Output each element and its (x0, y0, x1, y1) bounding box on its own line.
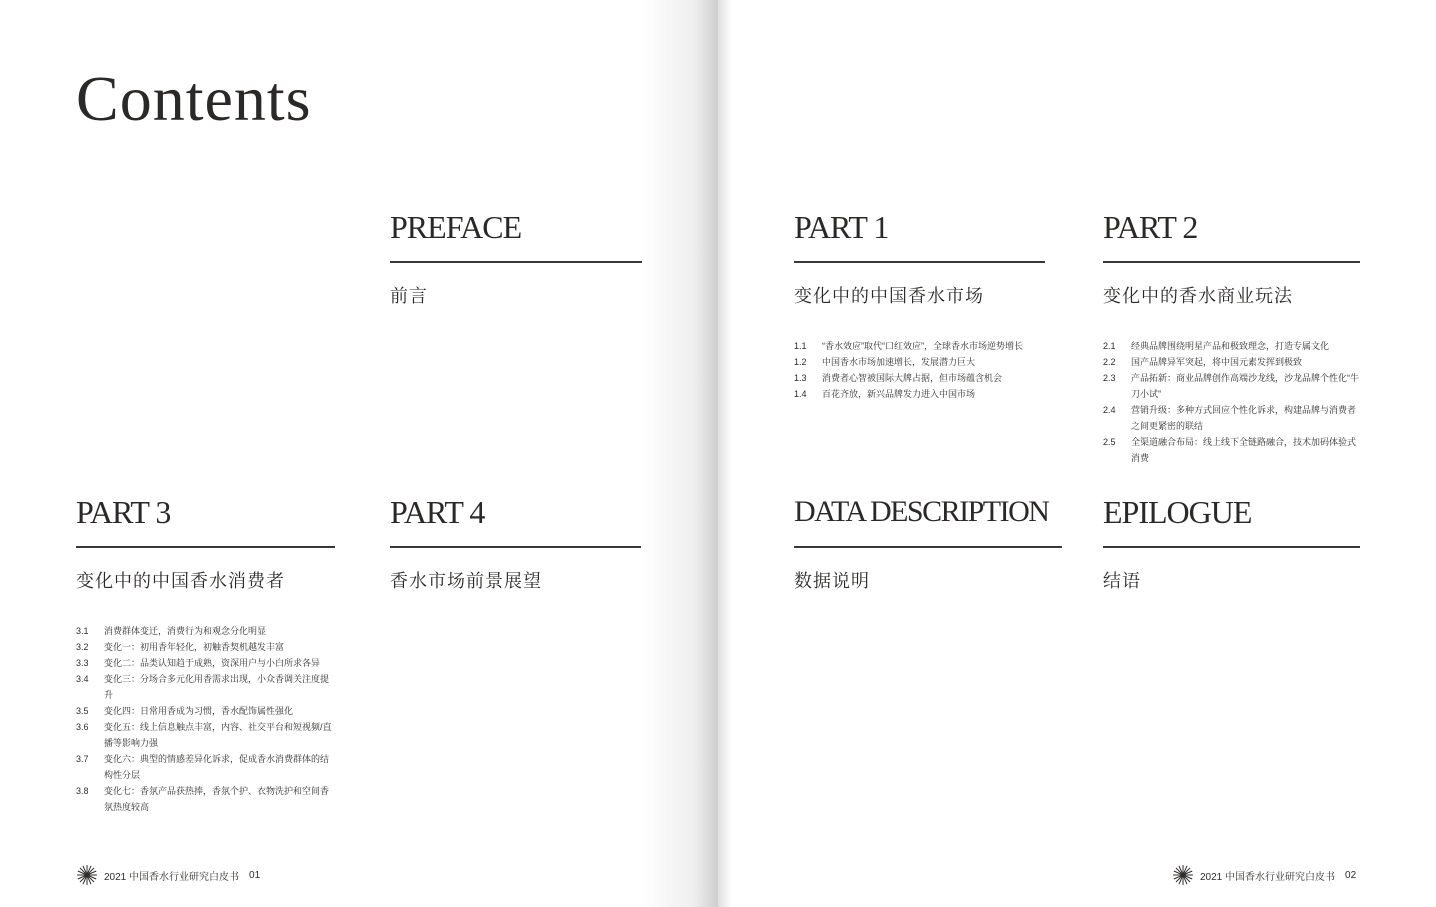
toc-item[interactable]: 3.3 变化二：品类认知趋于成熟，资深用户与小白所求各异 (76, 658, 321, 668)
toc-item[interactable]: 3.5 变化四：日常用香成为习惯，香水配饰属性强化 (76, 706, 294, 716)
toc-item[interactable]: 3.6 变化五：线上信息触点丰富，内容、社交平台和短视频/直播等影响力强 (76, 722, 332, 748)
toc-item[interactable]: 1.4 百花齐放，新兴品牌发力进入中国市场 (794, 389, 976, 399)
page-number: 01 (249, 869, 261, 881)
divider (794, 261, 1045, 263)
toc-list (1103, 338, 1360, 466)
footer-right (1172, 864, 1356, 886)
right-page (718, 0, 1436, 907)
toc-item[interactable]: 3.8 变化七：香氛产品获热捧，香氛个护、衣物洗护和空间香氛热度较高 (76, 786, 330, 812)
toc-item[interactable]: 2.1 经典品牌围绕明星产品和极致理念，打造专属文化 (1103, 341, 1330, 351)
section-title: DATA DESCRIPTION (794, 495, 1049, 528)
divider (794, 546, 1062, 548)
starburst-icon (76, 864, 98, 886)
section-subtitle: 变化中的香水商业玩法 (1103, 286, 1293, 306)
toc-item[interactable]: 2.2 国产品牌异军突起，将中国元素发挥到极致 (1103, 357, 1303, 367)
divider (76, 546, 335, 548)
section-part1[interactable] (794, 209, 1045, 402)
toc-item[interactable]: 1.2 中国香水市场加速增长，发展潜力巨大 (794, 357, 976, 367)
divider (390, 261, 642, 263)
section-subtitle: 结语 (1103, 571, 1141, 591)
toc-item[interactable]: 3.2 变化一：初用香年轻化，初触香契机越发丰富 (76, 642, 285, 652)
section-subtitle: 前言 (390, 286, 428, 306)
section-part3[interactable] (76, 494, 335, 815)
section-subtitle: 香水市场前景展望 (390, 571, 542, 591)
section-subtitle: 变化中的中国香水消费者 (76, 571, 285, 591)
toc-item[interactable]: 2.5 全渠道融合布局：线上线下全链路融合，技术加码体验式消费 (1103, 437, 1357, 463)
divider (390, 546, 641, 548)
section-epilogue[interactable] (1103, 494, 1360, 593)
starburst-icon (1172, 864, 1194, 886)
footer-left (76, 864, 260, 886)
divider (1103, 261, 1360, 263)
footer-title: 2021 中国香水行业研究白皮书 (104, 871, 240, 883)
toc-item[interactable]: 3.7 变化六：典型的情感差异化诉求，促成香水消费群体的结构性分层 (76, 754, 330, 780)
toc-list (76, 623, 335, 815)
section-title: PART 2 (1103, 209, 1198, 245)
section-subtitle: 数据说明 (794, 571, 870, 591)
page-number: 02 (1345, 869, 1357, 881)
toc-item[interactable]: 1.1 “香水效应”取代“口红效应”，全球香水市场逆势增长 (794, 341, 1023, 351)
section-part2[interactable] (1103, 209, 1360, 466)
footer-title: 2021 中国香水行业研究白皮书 (1200, 871, 1336, 883)
toc-item[interactable]: 1.3 消费者心智被国际大牌占据，但市场蕴含机会 (794, 373, 1003, 383)
toc-item[interactable]: 3.4 变化三：分场合多元化用香需求出现，小众香调关注度提升 (76, 674, 330, 700)
contents-title: Contents (76, 63, 312, 134)
section-subtitle: 变化中的中国香水市场 (794, 286, 984, 306)
divider (1103, 546, 1360, 548)
section-title: EPILOGUE (1103, 494, 1252, 530)
section-title: PREFACE (390, 209, 522, 245)
section-data-description[interactable] (794, 494, 1062, 593)
section-title: PART 4 (390, 494, 485, 530)
toc-list (794, 338, 1045, 402)
gutter-shadow-right (718, 0, 732, 907)
section-title: PART 3 (76, 494, 171, 530)
gutter-shadow (640, 0, 718, 907)
toc-item[interactable]: 2.3 产品拓新：商业品牌创作高端沙龙线，沙龙品牌个性化“牛刀小试” (1103, 373, 1359, 399)
toc-item[interactable]: 2.4 营销升级：多种方式回应个性化诉求，构建品牌与消费者之间更紧密的联结 (1103, 405, 1357, 431)
section-preface[interactable] (390, 209, 642, 308)
section-part4[interactable] (390, 494, 641, 593)
toc-item[interactable]: 3.1 消费群体变迁，消费行为和观念分化明显 (76, 626, 267, 636)
section-title: PART 1 (794, 209, 889, 245)
